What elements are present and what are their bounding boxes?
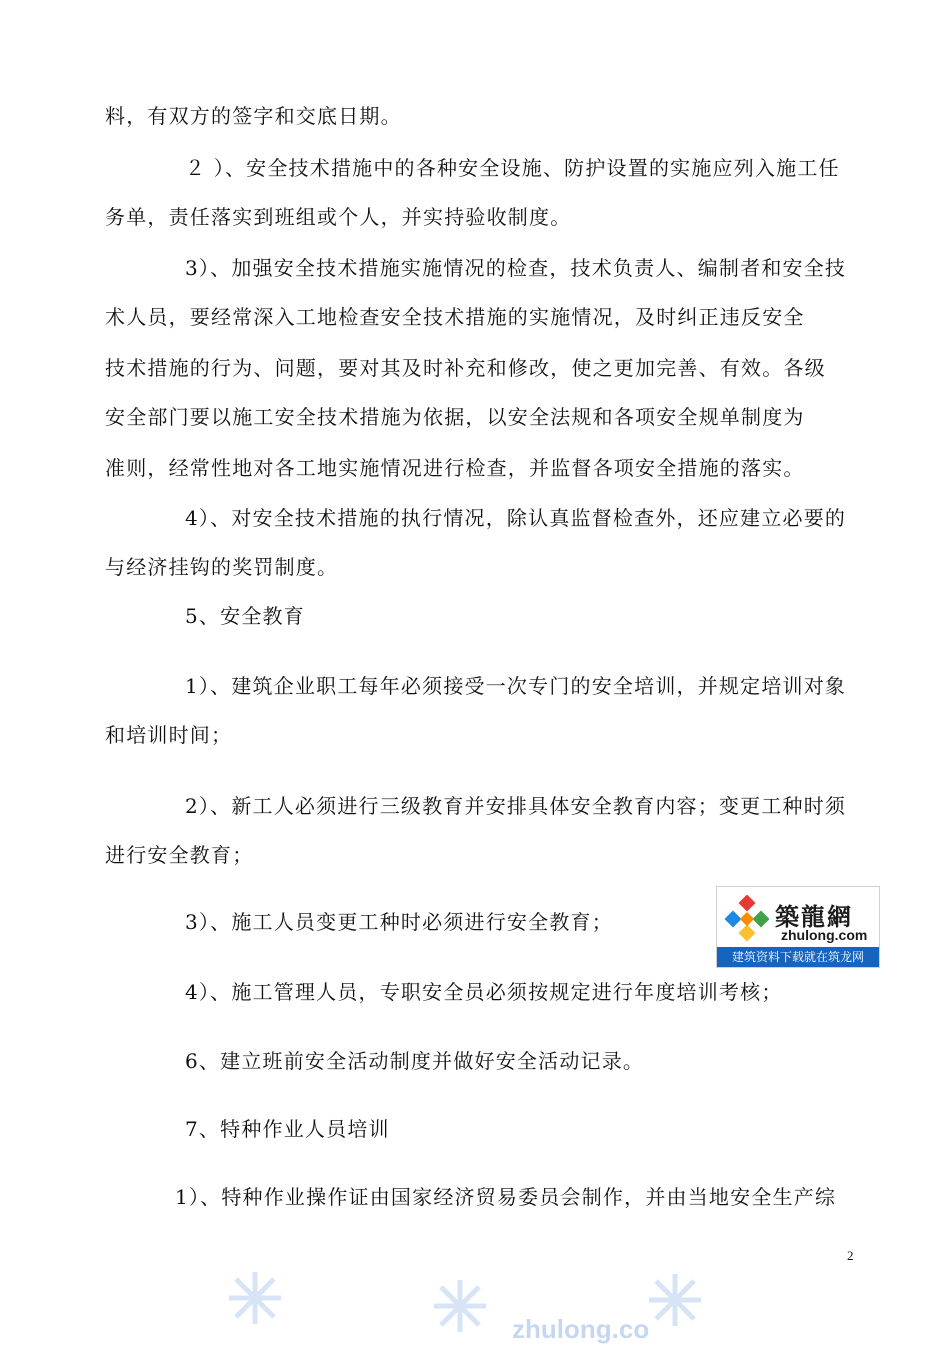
- watermark-snowflake-icon: [430, 1276, 490, 1336]
- section-heading-7: 7、特种作业人员培训: [185, 1117, 390, 1141]
- watermark-snowflake-icon: [225, 1268, 285, 1328]
- text-line-12: 1）、建筑企业职工每年必须接受一次专门的安全培训，并规定培训对象: [185, 674, 847, 698]
- watermark-text: zhulong.co: [512, 1314, 650, 1344]
- text-line-8: 准则，经常性地对各工地实施情况进行检查，并监督各项安全措施的落实。: [105, 456, 805, 480]
- logo-name: 築龍網: [775, 902, 853, 931]
- text-line-14: 2）、新工人必须进行三级教育并安排具体安全教育内容；变更工种时须: [185, 794, 847, 818]
- text-line-4: 3）、加强安全技术措施实施情况的检查，技术负责人、编制者和安全技: [185, 256, 847, 280]
- text-line-16: 3）、施工人员变更工种时必须进行安全教育；: [185, 910, 613, 934]
- text-line-7: 安全部门要以施工安全技术措施为依据，以安全法规和各项安全规单制度为: [105, 405, 805, 429]
- text-line-5: 术人员，要经常深入工地检查安全技术措施的实施情况，及时纠正违反安全: [105, 305, 805, 329]
- text-line-20: 1）、特种作业操作证由国家经济贸易委员会制作，并由当地安全生产综: [175, 1185, 837, 1209]
- page-number: 2: [847, 1248, 854, 1263]
- text-line-9: 4）、对安全技术措施的执行情况，除认真监督检查外，还应建立必要的: [185, 506, 847, 530]
- text-line-10: 与经济挂钩的奖罚制度。: [105, 555, 339, 579]
- section-heading-5: 5、安全教育: [185, 604, 305, 628]
- logo-mark-icon: [723, 895, 771, 943]
- text-line-1: 料，有双方的签字和交底日期。: [105, 104, 402, 128]
- text-line-15: 进行安全教育；: [105, 843, 254, 867]
- text-line-6: 技术措施的行为、问题，要对其及时补充和修改，使之更加完善、有效。各级: [105, 356, 826, 380]
- text-line-2: ２ ）、安全技术措施中的各种安全设施、防护设置的实施应列入施工任: [185, 156, 840, 180]
- text-line-17: 4）、施工管理人员，专职安全员必须按规定进行年度培训考核；: [185, 980, 783, 1004]
- zhulong-logo: [716, 886, 880, 968]
- logo-domain: zhulong.com: [781, 927, 868, 943]
- logo-slogan: 建筑资料下载就在筑龙网: [717, 947, 879, 967]
- watermark-snowflake-icon: [645, 1270, 705, 1330]
- text-line-13: 和培训时间；: [105, 723, 233, 747]
- text-line-3: 务单，责任落实到班组或个人，并实持验收制度。: [105, 205, 572, 229]
- text-line-18: 6、建立班前安全活动制度并做好安全活动记录。: [185, 1049, 645, 1073]
